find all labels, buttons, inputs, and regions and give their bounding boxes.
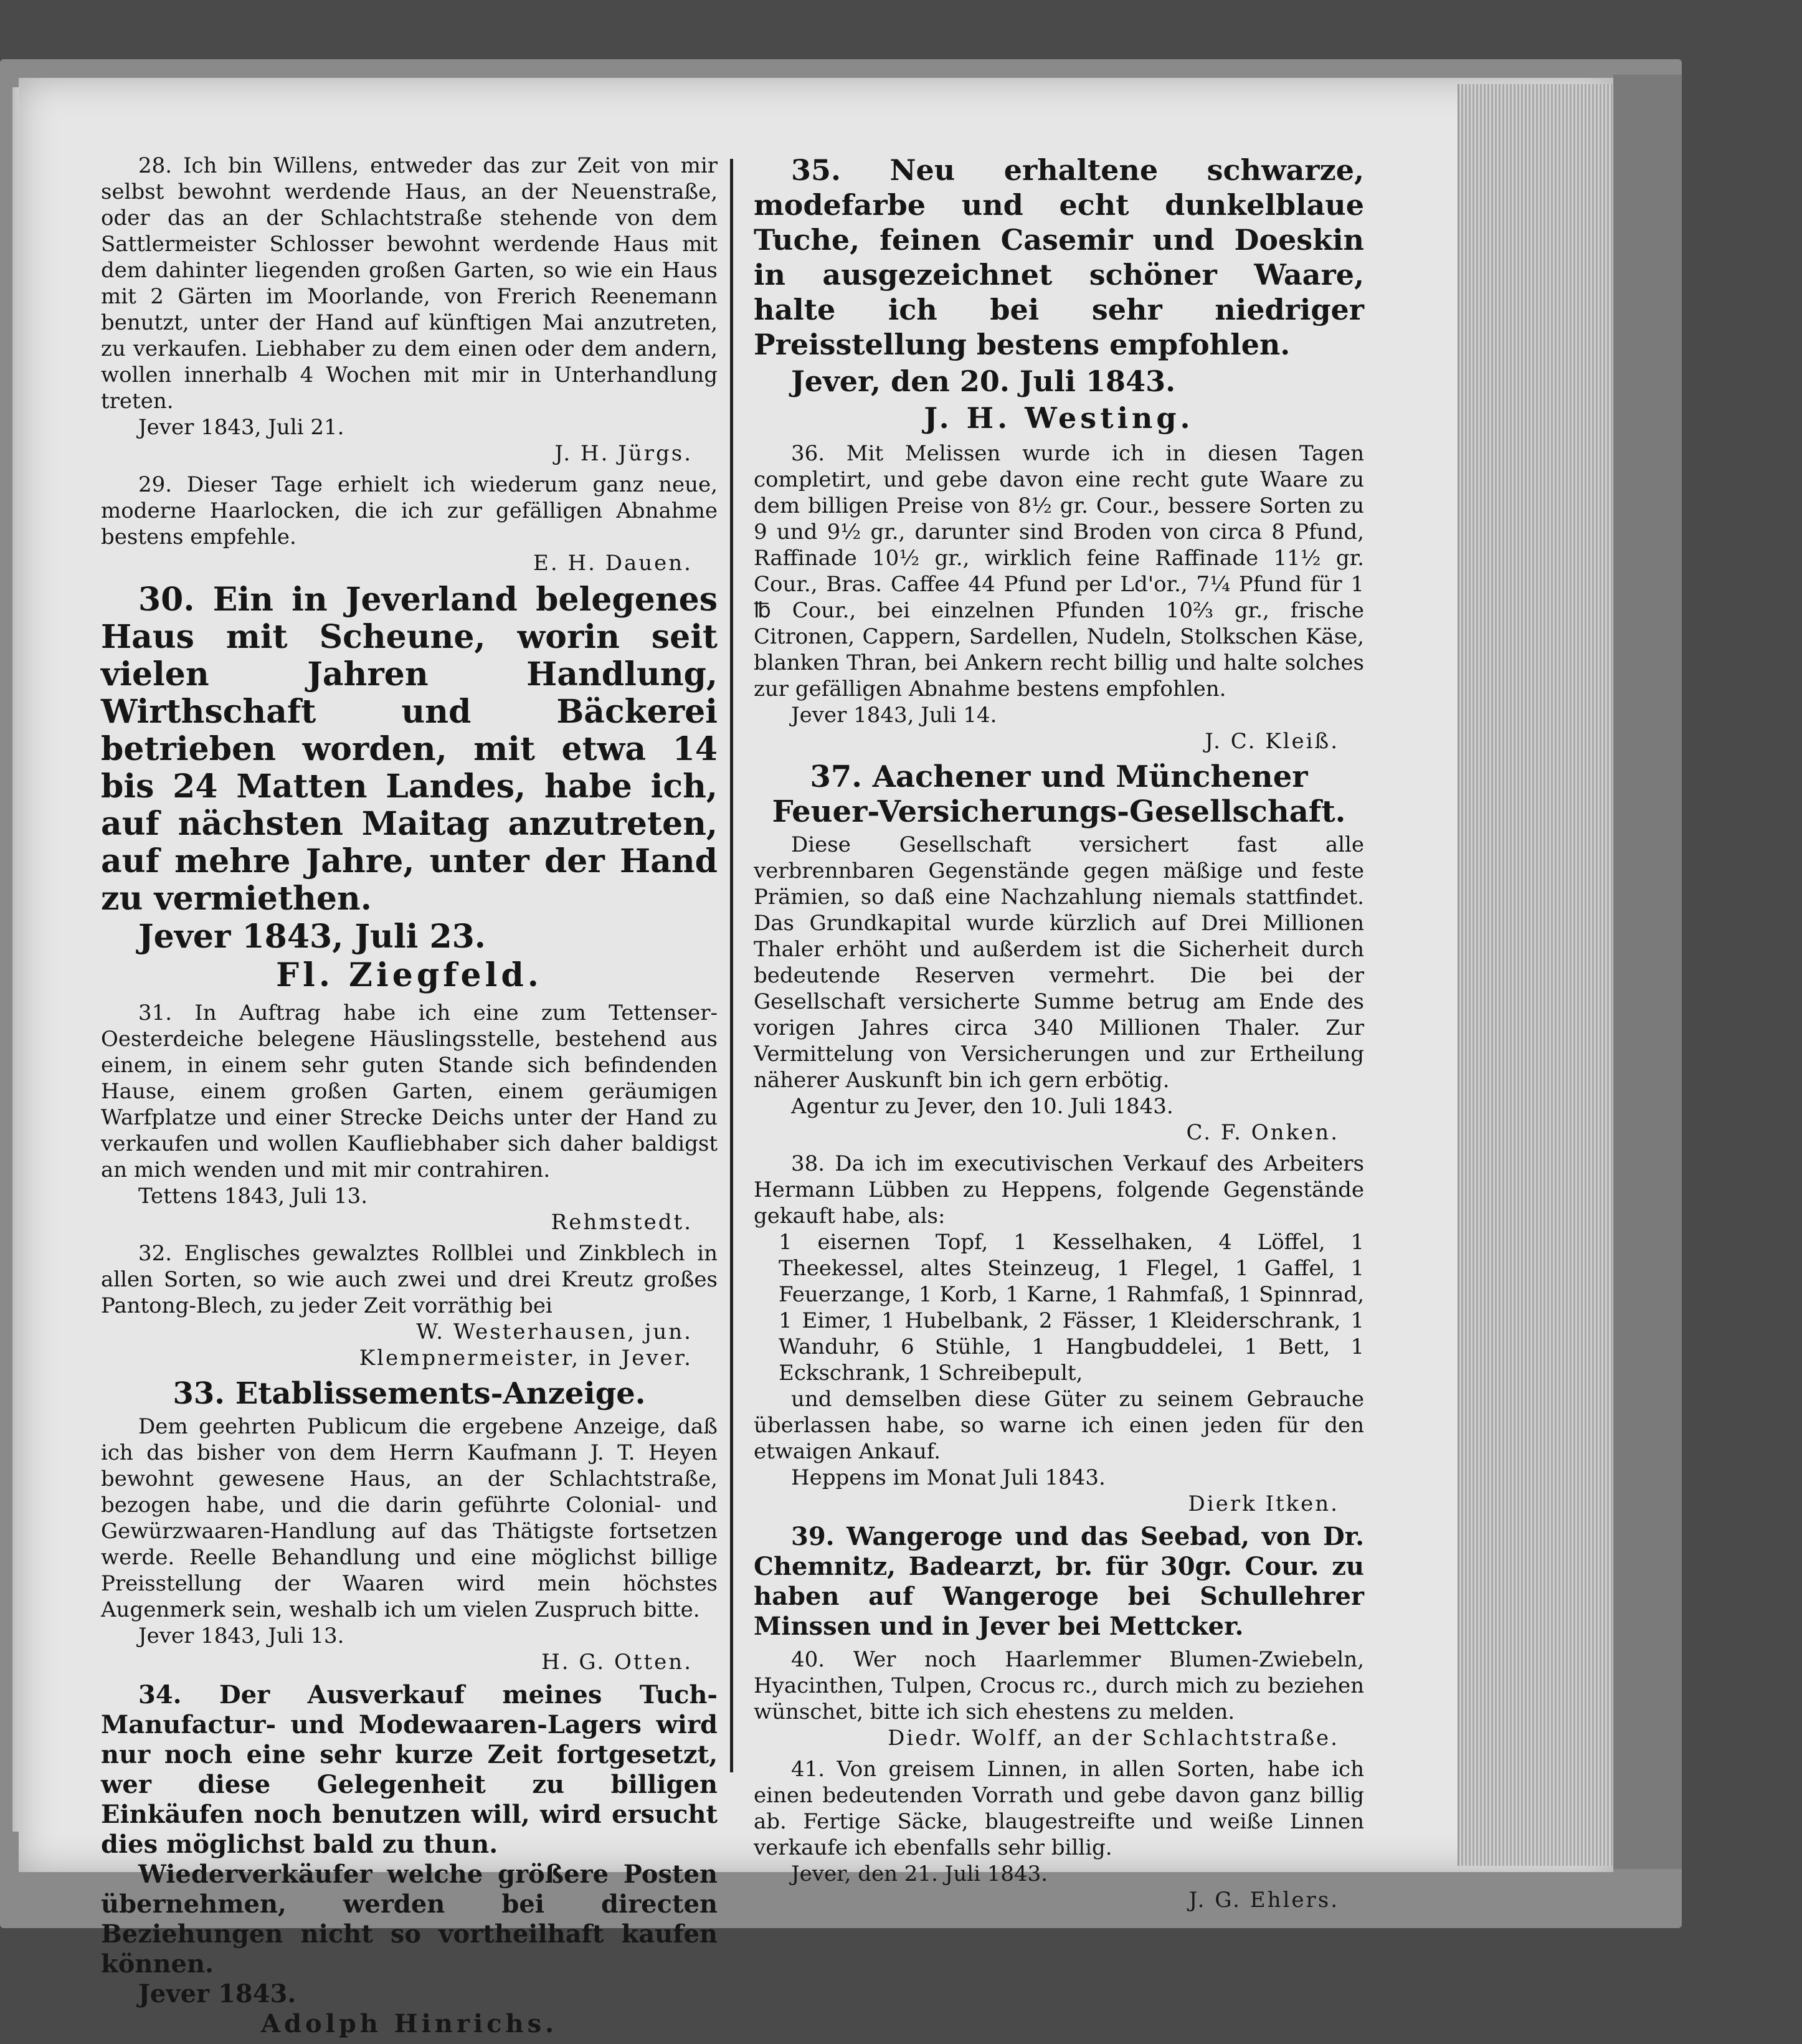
ad-34 [101, 1680, 718, 2039]
ad-33 [101, 1376, 718, 1675]
ad-signature: J. C. Kleiß. [1205, 729, 1339, 754]
ad-39 [754, 1522, 1364, 1642]
ad-signature: Dierk Itken. [1188, 1491, 1339, 1516]
ad-41 [754, 1756, 1364, 1913]
ad-date: Jever 1843, Juli 23. [138, 918, 486, 956]
ad-text: 34. Der Ausverkauf meines Tuch-Manufactur- und Modewaaren-Lagers wird nur noch eine sehr kurze Zeit fortgesetzt, wer diese Gelegenheit zu billigen Einkäufen noch benutzen will, wird ersucht dies möglichst bald zu thun. [101, 1680, 718, 1859]
ad-heading: 33. Etablissements-Anzeige. [173, 1376, 646, 1411]
ad-date: Jever 1843, Juli 21. [138, 415, 344, 440]
right-column [754, 153, 1364, 1918]
ad-40 [754, 1647, 1364, 1751]
ad-signature: J. H. Jürgs. [554, 441, 693, 466]
ad-text: 28. Ich bin Willens, entweder das zur Zeit von mir selbst bewohnt werdende Haus, an der Neuenstraße, oder das an der Schlachtstraße stehende von dem Sattlermeister Schlosser bewohnt werdende Haus mit dem dahinter liegenden großen Garten, so wie ein Haus mit 2 Gärten im Moorlande, von Frerich Reenemann benutzt, unter der Hand auf künftigen Mai anzutreten, zu verkaufen. Liebhaber zu dem einen oder dem andern, wollen innerhalb 4 Wochen mit mir in Unterhandlung treten. [101, 153, 718, 414]
ad-35 [754, 153, 1364, 435]
ad-signature: H. G. Otten. [541, 1650, 693, 1675]
ad-text: Dem geehrten Publicum die ergebene Anzeige, daß ich das bisher von dem Herrn Kaufmann J. T. Heyen bewohnt gewesene Haus, an der Schlachtstraße, bezogen habe, und die darin geführte Colonial- und Gewürzwaaren-Handlung auf das Thätigste fortsetzen werde. Reelle Behandlung und eine möglichst billige Preisstellung der Waaren wird mein höchstes Augenmerk sein, weshalb ich um vielen Zuspruch bitte. [101, 1414, 718, 1622]
ad-29 [101, 472, 718, 576]
ad-37 [754, 759, 1364, 1146]
ad-signature-line2: Klempnermeister, in Jever. [359, 1346, 693, 1371]
ad-date: Jever 1843, Juli 13. [138, 1623, 344, 1648]
ad-30 [101, 581, 718, 995]
ad-signature: J. H. Westing. [924, 401, 1194, 435]
ad-text: 32. Englisches gewalztes Rollblei und Zinkblech in allen Sorten, so wie auch zwei und drei Kreutz großes Pantong-Blech, zu jeder Zeit vorräthig bei [101, 1241, 718, 1318]
ad-36 [754, 440, 1364, 754]
ad-text: 31. In Auftrag habe ich eine zum Tettenser-Oesterdeiche belegene Häuslingsstelle, bestehend aus einem, in einem sehr guten Stande sich befindenden Hause, einem großen Garten, einem geräumigen Warfplatze und einer Strecke Deichs unter der Hand zu verkaufen und wollen Kaufliebhaber sich daher baldigst an mich wenden und mit mir contrahiren. [101, 1001, 718, 1182]
cover-board [1613, 75, 1682, 1869]
ad-text: 29. Dieser Tage erhielt ich wiederum ganz neue, moderne Haarlocken, die ich zur gefälligen Abnahme bestens empfehle. [101, 472, 718, 549]
ad-31 [101, 1000, 718, 1235]
ad-items: 1 eisernen Topf, 1 Kesselhaken, 4 Löffel, 1 Theekessel, altes Steinzeug, 1 Flegel, 1 Gaffel, 1 Feuerzange, 1 Korb, 1 Karne, 1 Rahmfaß, 1 Spinnrad, 1 Eimer, 1 Hubelbank, 2 Fässer, 1 Kleiderschrank, 1 Wanduhr, 6 Stühle, 1 Hangbuddelei, 1 Bett, 1 Eckschrank, 1 Schreibepult, [779, 1230, 1364, 1386]
ad-text-2: und demselben diese Güter zu seinem Gebrauche überlassen habe, so warne ich einen jeden für den etwaigen Ankauf. [754, 1387, 1364, 1464]
ad-text: 39. Wangeroge und das Seebad, von Dr. Chemnitz, Badearzt, br. für 30gr. Cour. zu haben auf Wangeroge bei Schullehrer Minssen und in Jever bei Mettcker. [754, 1522, 1364, 1641]
ad-text-2: Wiederverkäufer welche größere Posten übernehmen, werden bei directen Beziehungen nicht so vortheilhaft kaufen können. [101, 1860, 718, 1979]
ad-date: Jever, den 21. Juli 1843. [791, 1861, 1048, 1886]
ad-signature: Rehmstedt. [551, 1210, 693, 1235]
ad-text: 30. Ein in Jeverland belegenes Haus mit Scheune, worin seit vielen Jahren Handlung, Wirthschaft und Bäckerei betrieben worden, mit etwa 14 bis 24 Matten Landes, habe ich, auf nächsten Maitag anzutreten, auf mehre Jahre, unter der Hand zu vermiethen. [101, 581, 718, 918]
ad-text: 35. Neu erhaltene schwarze, modefarbe und echt dunkelblaue Tuche, feinen Casemir und Doeskin in ausgezeichnet schöner Waare, halte ich bei sehr niedriger Preisstellung bestens empfohlen. [754, 153, 1364, 361]
page-stack-edge [1458, 84, 1615, 1866]
ad-date: Jever 1843. [138, 1979, 296, 2008]
ad-text: 40. Wer noch Haarlemmer Blumen-Zwiebeln, Hyacinthen, Tulpen, Crocus rc., durch mich zu beziehen wünschet, bitte ich sich ehestens zu melden. [754, 1647, 1364, 1724]
left-column [101, 153, 718, 2044]
ad-text: 36. Mit Melissen wurde ich in diesen Tagen completirt, und gebe davon eine recht gute Waare zu dem billigen Preise von 8½ gr. Cour., bessere Sorten zu 9 und 9½ gr., darunter sind Broden von circa 8 Pfund, Raffinade 10½ gr., wirklich feine Raffinade 11½ gr. Cour., Bras. Caffee 44 Pfund per Ld'or., 7¼ Pfund für 1 ℔ Cour., bei einzelnen Pfunden 10⅔ gr., frische Citronen, Cappern, Sardellen, Nudeln, Stolkschen Käse, blanken Thran, bei Ankern recht billig und halte solches zur gefälligen Abnahme bestens empfohlen. [754, 441, 1364, 701]
ad-heading: 37. Aachener und Münchener Feuer-Versicherungs-Gesellschaft. [772, 759, 1346, 829]
ad-28 [101, 153, 718, 467]
ad-signature: Adolph Hinrichs. [260, 2009, 558, 2038]
ad-text: Diese Gesellschaft versichert fast alle verbrennbaren Gegenstände gegen mäßige und feste Prämien, so daß eine Nachzahlung niemals stattfindet. Das Grundkapital wurde kürzlich auf Drei Millionen Thaler erhöht und außerdem ist die Sicherheit durch bedeutende Reserven vermehrt. Die bei der Gesellschaft versicherte Summe betrug am Ende des vorigen Jahres circa 340 Millionen Thaler. Zur Vermittelung von Versicherungen und zur Ertheilung näherer Auskunft bin ich gern erbötig. [754, 832, 1364, 1093]
ad-signature: E. H. Dauen. [533, 551, 693, 576]
ad-date: Tettens 1843, Juli 13. [138, 1184, 368, 1209]
ad-signature: Diedr. Wolff, an der Schlachtstraße. [888, 1726, 1339, 1751]
ad-date: Jever, den 20. Juli 1843. [791, 364, 1176, 398]
ad-text: 38. Da ich im executivischen Verkauf des Arbeiters Hermann Lübben zu Heppens, folgende Gegenstände gekauft habe, als: [754, 1151, 1364, 1229]
ad-date: Heppens im Monat Juli 1843. [791, 1465, 1106, 1490]
ad-signature: W. Westerhausen, jun. [416, 1319, 693, 1344]
ad-signature: J. G. Ehlers. [1188, 1888, 1339, 1913]
ad-32 [101, 1240, 718, 1371]
column-rule [730, 159, 733, 1772]
item-list [754, 1229, 1364, 1386]
ad-38 [754, 1151, 1364, 1517]
ad-signature: Fl. Ziegfeld. [276, 956, 543, 994]
ad-text: 41. Von greisem Linnen, in allen Sorten, habe ich einen bedeutenden Vorrath und gebe davon ganz billig ab. Fertige Säcke, blaugestreifte und weiße Linnen verkaufe ich ebenfalls sehr billig. [754, 1757, 1364, 1860]
ad-date: Agentur zu Jever, den 10. Juli 1843. [791, 1094, 1174, 1119]
ad-date: Jever 1843, Juli 14. [791, 703, 997, 728]
ad-signature: C. F. Onken. [1186, 1120, 1339, 1145]
